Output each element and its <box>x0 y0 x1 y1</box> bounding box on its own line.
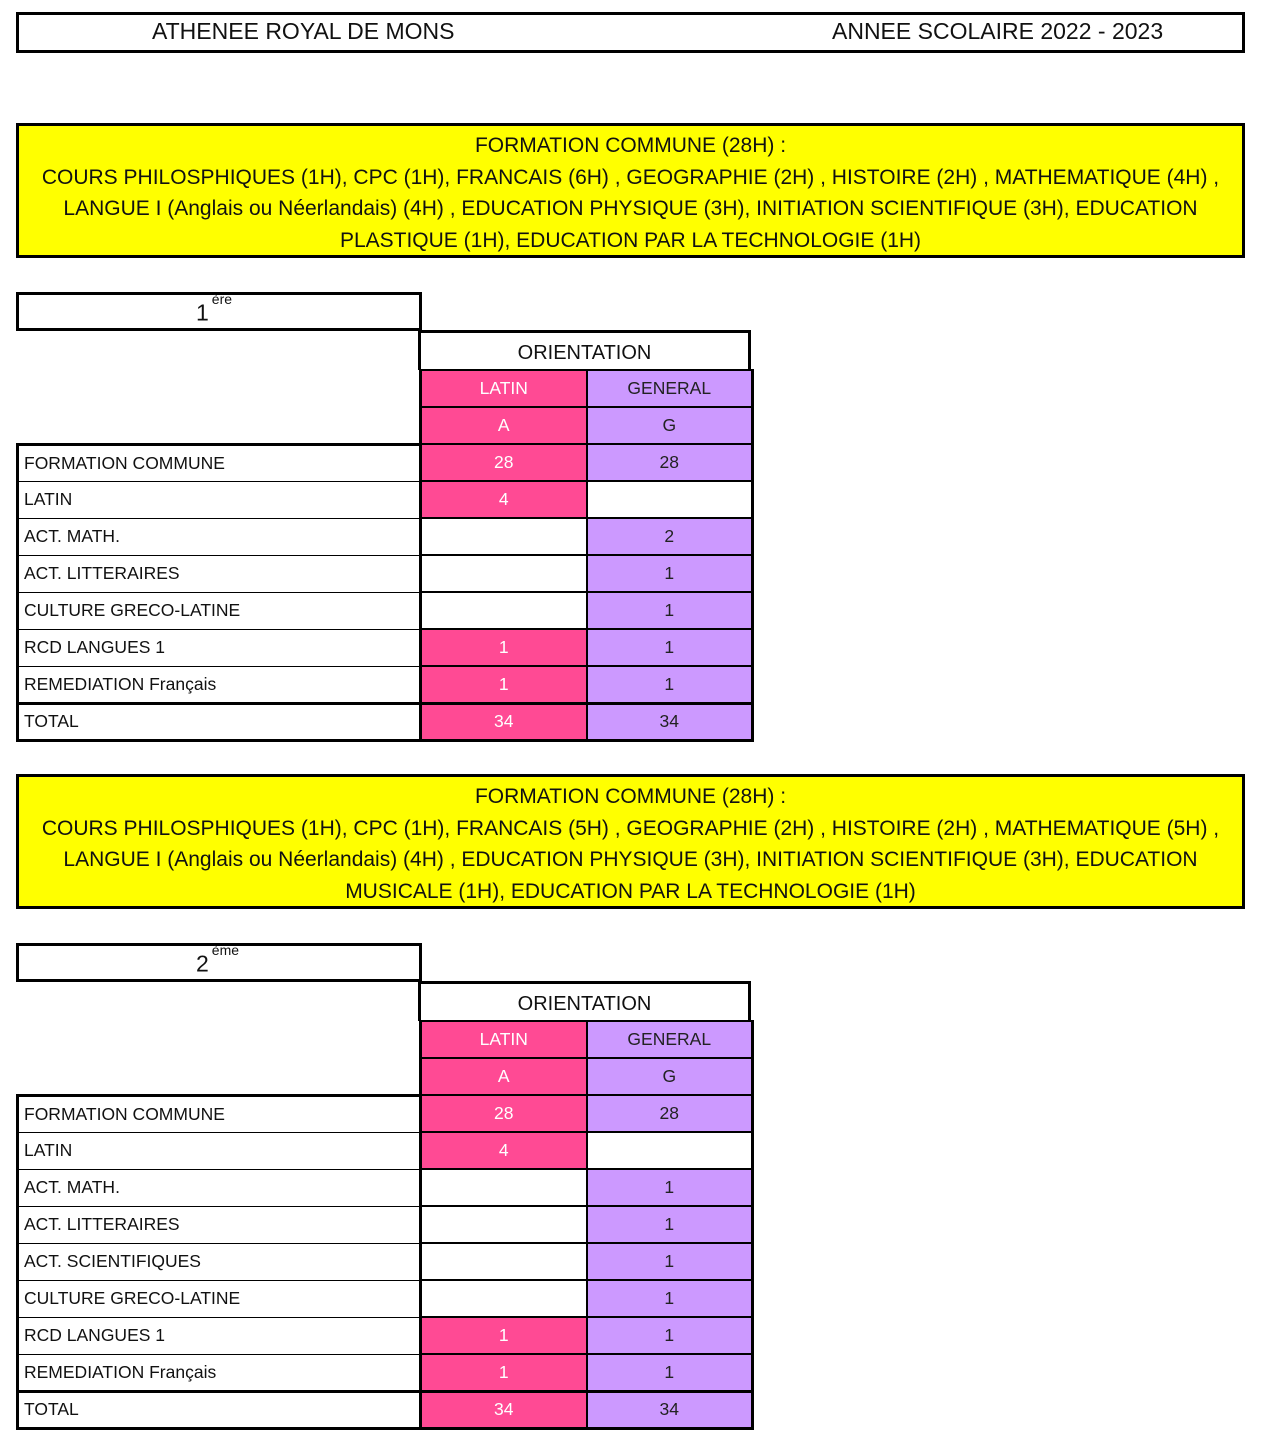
column-header-row <box>18 1021 753 1058</box>
value-latin: 1 <box>421 1317 587 1354</box>
row-label: TOTAL <box>18 1391 421 1428</box>
value-general <box>587 1132 753 1169</box>
page-header <box>16 12 1245 53</box>
row-label: ACT. MATH. <box>18 1169 421 1206</box>
value-general: 1 <box>587 1280 753 1317</box>
table-row <box>18 555 753 592</box>
table-row <box>18 592 753 629</box>
value-general: 28 <box>587 1095 753 1132</box>
value-general: 1 <box>587 1206 753 1243</box>
table-row <box>18 629 753 666</box>
table-row <box>18 1132 753 1169</box>
col-code-latin: A <box>421 1058 587 1095</box>
total-row <box>18 1391 753 1428</box>
total-general: 34 <box>587 703 753 740</box>
timetable-2 <box>16 1020 754 1430</box>
value-latin: 4 <box>421 1132 587 1169</box>
banner-line: LANGUE I (Anglais ou Néerlandais) (4H) , EDUCATION PHYSIQUE (3H), INITIATION SCIENTIFIQUE (3H), EDUCATION <box>63 848 1198 871</box>
banner-line: LANGUE I (Anglais ou Néerlandais) (4H) , EDUCATION PHYSIQUE (3H), INITIATION SCIENTIFIQUE (3H), EDUCATION <box>63 197 1198 220</box>
value-general: 1 <box>587 1243 753 1280</box>
table-row <box>18 518 753 555</box>
value-general: 1 <box>587 1317 753 1354</box>
column-code-row <box>18 407 753 444</box>
table-row <box>18 1317 753 1354</box>
banner-line: FORMATION COMMUNE (28H) : <box>474 134 787 157</box>
value-general <box>587 481 753 518</box>
table-row <box>18 1354 753 1391</box>
formation-commune-banner-2 <box>16 774 1245 909</box>
row-label: ACT. LITTERAIRES <box>18 1206 421 1243</box>
value-latin <box>421 1280 587 1317</box>
school-name: ATHENEE ROYAL DE MONS <box>152 18 455 44</box>
table-row <box>18 1280 753 1317</box>
value-general: 1 <box>587 666 753 703</box>
banner-line: MUSICALE (1H), EDUCATION PAR LA TECHNOLOGIE (1H) <box>345 879 916 903</box>
value-latin <box>421 518 587 555</box>
column-header-row <box>18 370 753 407</box>
table-row <box>18 444 753 481</box>
row-label: REMEDIATION Français <box>18 666 421 703</box>
value-latin <box>421 1243 587 1280</box>
row-label: RCD LANGUES 1 <box>18 629 421 666</box>
school-year: ANNEE SCOLAIRE 2022 - 2023 <box>832 18 1164 44</box>
level-title-1 <box>16 292 422 331</box>
value-latin: 28 <box>421 444 587 481</box>
banner-line: COURS PHILOSPHIQUES (1H), CPC (1H), FRANCAIS (6H) , GEOGRAPHIE (2H) , HISTOIRE (2H) , MATHEMATIQUE (4H) , <box>41 165 1220 189</box>
row-label: FORMATION COMMUNE <box>18 1095 421 1132</box>
level-title-2 <box>16 943 422 982</box>
value-general: 28 <box>587 444 753 481</box>
orientation-header-1: ORIENTATION <box>418 330 751 370</box>
banner-line: FORMATION COMMUNE (28H) : <box>474 785 787 808</box>
row-label: FORMATION COMMUNE <box>18 444 421 481</box>
row-label: LATIN <box>18 481 421 518</box>
col-header-latin: LATIN <box>421 1021 587 1058</box>
orientation-header-2: ORIENTATION <box>418 981 751 1021</box>
col-code-general: G <box>587 407 753 444</box>
value-latin <box>421 1169 587 1206</box>
col-header-latin: LATIN <box>421 370 587 407</box>
table-row <box>18 1169 753 1206</box>
timetable-1 <box>16 369 754 742</box>
col-code-general: G <box>587 1058 753 1095</box>
value-latin <box>421 1206 587 1243</box>
row-label: RCD LANGUES 1 <box>18 1317 421 1354</box>
row-label: LATIN <box>18 1132 421 1169</box>
total-row <box>18 703 753 740</box>
table-row <box>18 666 753 703</box>
value-latin: 28 <box>421 1095 587 1132</box>
value-latin: 1 <box>421 629 587 666</box>
value-latin: 1 <box>421 666 587 703</box>
level-number: 1 <box>196 299 209 326</box>
row-label: CULTURE GRECO-LATINE <box>18 1280 421 1317</box>
value-general: 1 <box>587 629 753 666</box>
table-row <box>18 481 753 518</box>
row-label: ACT. SCIENTIFIQUES <box>18 1243 421 1280</box>
value-latin <box>421 592 587 629</box>
value-latin: 1 <box>421 1354 587 1391</box>
col-header-general: GENERAL <box>587 370 753 407</box>
row-label: ACT. MATH. <box>18 518 421 555</box>
total-latin: 34 <box>421 703 587 740</box>
row-label: TOTAL <box>18 703 421 740</box>
level-suffix: ère <box>211 291 233 307</box>
table-row <box>18 1095 753 1132</box>
banner-line: PLASTIQUE (1H), EDUCATION PAR LA TECHNOLOGIE (1H) <box>339 228 922 252</box>
value-latin: 4 <box>421 481 587 518</box>
value-general: 1 <box>587 592 753 629</box>
total-latin: 34 <box>421 1391 587 1428</box>
value-general: 1 <box>587 1169 753 1206</box>
value-general: 1 <box>587 1354 753 1391</box>
banner-line: COURS PHILOSPHIQUES (1H), CPC (1H), FRANCAIS (5H) , GEOGRAPHIE (2H) , HISTOIRE (2H) , MATHEMATIQUE (5H) , <box>41 816 1220 840</box>
value-general: 2 <box>587 518 753 555</box>
column-code-row <box>18 1058 753 1095</box>
col-header-general: GENERAL <box>587 1021 753 1058</box>
level-suffix: ème <box>211 942 240 958</box>
row-label: ACT. LITTERAIRES <box>18 555 421 592</box>
level-number: 2 <box>196 950 209 977</box>
total-general: 34 <box>587 1391 753 1428</box>
formation-commune-banner-1 <box>16 123 1245 258</box>
table-row <box>18 1243 753 1280</box>
value-general: 1 <box>587 555 753 592</box>
table-row <box>18 1206 753 1243</box>
row-label: CULTURE GRECO-LATINE <box>18 592 421 629</box>
value-latin <box>421 555 587 592</box>
col-code-latin: A <box>421 407 587 444</box>
row-label: REMEDIATION Français <box>18 1354 421 1391</box>
